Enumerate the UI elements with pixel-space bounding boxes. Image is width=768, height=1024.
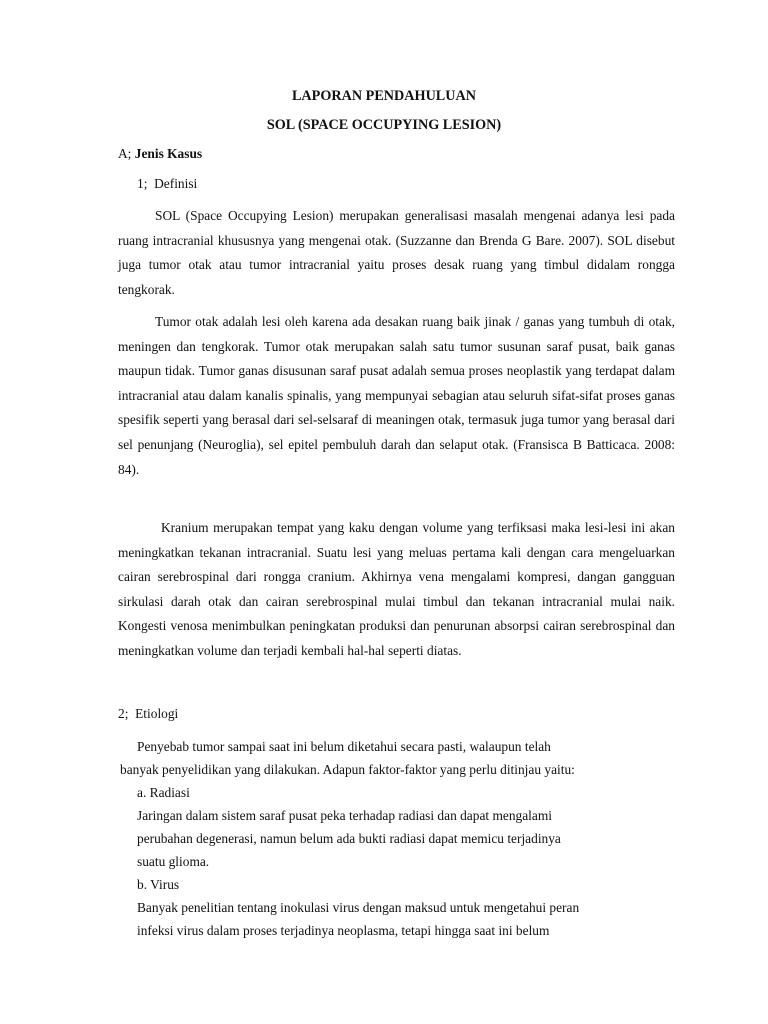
- subsection-marker: 1;: [137, 176, 148, 191]
- document-title: LAPORAN PENDAHULUAN: [291, 88, 477, 104]
- etiologi-intro-line-2: banyak penyelidikan yang dilakukan. Adapun faktor-faktor yang perlu ditinjau yaitu:: [120, 762, 575, 777]
- section-title: Jenis Kasus: [134, 146, 203, 161]
- subsection-marker: 2;: [118, 706, 129, 721]
- etiologi-item-virus-line-1: Banyak penelitian tentang inokulasi virus dengan maksud untuk mengetahui peran: [137, 900, 580, 915]
- document-subtitle: SOL (SPACE OCCUPYING LESION): [266, 117, 502, 133]
- etiologi-item-radiasi-line-3: suatu glioma.: [137, 854, 210, 869]
- etiologi-item-radiasi-line-2: perubahan degenerasi, namun belum ada bukti radiasi dapat memicu terjadinya: [137, 831, 561, 846]
- etiologi-item-radiasi-line-1: Jaringan dalam sistem saraf pusat peka terhadap radiasi dan dapat mengalami: [137, 808, 552, 823]
- subsection-heading-definisi: [137, 176, 197, 192]
- paragraph-definisi-2: Tumor otak adalah lesi oleh karena ada desakan ruang baik jinak / ganas yang tumbuh di otak, meningen dan tengkorak. Tumor otak merupakan salah satu tumor susunan saraf pusat, baik ganas maupun tidak. Tumor ganas disusunan saraf pusat adalah semua proses neoplastik yang terdapat dalam intracranial atau dalam kanalis spinalis, yang mempunyai sebagian atau seluruh sifat-sifat proses ganas spesifik seperti yang berasal dari sel-selsaraf di meaningen otak, termasuk juga tumor yang berasal dari sel penunjang (Neuroglia), sel epitel pembuluh darah dan selaput otak. (Fransisca B Batticaca. 2008: 84).: [118, 314, 675, 477]
- section-marker: A;: [118, 146, 132, 161]
- etiologi-intro-line-1: Penyebab tumor sampai saat ini belum diketahui secara pasti, walaupun telah: [137, 739, 551, 754]
- subsection-title: Definisi: [154, 176, 198, 191]
- subsection-heading-etiologi: [118, 706, 178, 722]
- paragraph-definisi-3: Kranium merupakan tempat yang kaku dengan volume yang terfiksasi maka lesi-lesi ini akan meningkatkan tekanan intracranial. Suatu lesi yang meluas pertama kali dengan cara mengeluarkan cairan serebrospinal dari rongga cranium. Akhirnya vena mengalami kompresi, dangan gangguan sirkulasi darah otak dan cairan serebrospinal mulai timbul dan tekanan intracranial mulai naik. Kongesti venosa menimbulkan peningkatan produksi dan penurunan absorpsi cairan serebrospinal dan meningkatkan volume dan terjadi kembali hal-hal seperti diatas.: [118, 520, 675, 658]
- paragraph-definisi-1: SOL (Space Occupying Lesion) merupakan generalisasi masalah mengenai adanya lesi pada ruang intracranial khususnya yang mengenai otak. (Suzzanne dan Brenda G Bare. 2007). SOL disebut juga tumor otak atau tumor intracranial yaitu proses desak ruang yang timbul didalam rongga tengkorak.: [118, 208, 675, 297]
- etiologi-item-virus-label: b. Virus: [137, 877, 180, 892]
- etiologi-item-radiasi-label: a. Radiasi: [137, 785, 190, 800]
- section-heading-jenis-kasus: [118, 146, 202, 162]
- etiologi-item-virus-line-2: infeksi virus dalam proses terjadinya neoplasma, tetapi hingga saat ini belum: [137, 923, 550, 938]
- subsection-title: Etiologi: [135, 706, 179, 721]
